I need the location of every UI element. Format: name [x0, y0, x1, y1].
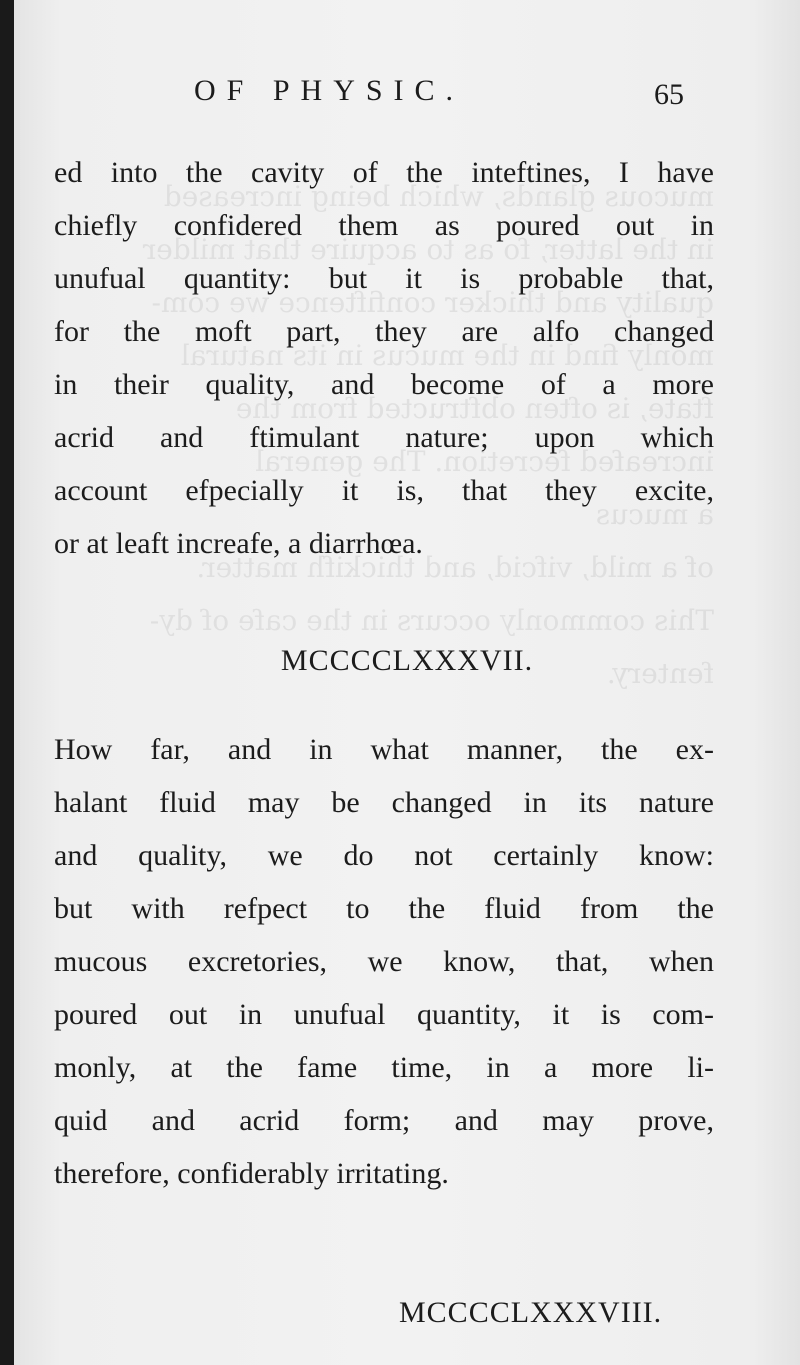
text-line: but with refpect to the fluid from the	[54, 892, 714, 925]
section-number-heading: MCCCCLXXXVII.	[280, 644, 534, 677]
text-line: quid and acrid form; and may prove,	[54, 1104, 714, 1137]
text-line: or at leaft increafe, a diarrhœa.	[54, 527, 423, 560]
text-line: for the moft part, they are alfo changed	[54, 315, 714, 348]
page-number: 65	[654, 78, 684, 111]
book-page	[14, 0, 800, 1365]
text-line: unufual quantity: but it is probable that,	[54, 262, 714, 295]
section-number-heading: MCCCCLXXXVIII.	[399, 1296, 663, 1329]
text-line: ed into the cavity of the inteftines, I have	[54, 156, 714, 189]
text-line: therefore, confiderably irritating.	[54, 1157, 449, 1190]
text-line: How far, and in what manner, the ex-	[54, 733, 714, 766]
text-line: account efpecially it is, that they excite,	[54, 474, 714, 507]
text-line: in their quality, and become of a more	[54, 368, 714, 401]
text-line: chiefly confidered them as poured out in	[54, 209, 714, 242]
text-line: monly, at the fame time, in a more li-	[54, 1051, 714, 1084]
text-line: mucous excretories, we know, that, when	[54, 945, 714, 978]
text-line: and quality, we do not certainly know:	[54, 839, 714, 872]
text-line: halant fluid may be changed in its nature	[54, 786, 714, 819]
text-line: acrid and ftimulant nature; upon which	[54, 421, 714, 454]
running-head	[14, 74, 800, 118]
text-line: poured out in unufual quantity, it is com-	[54, 998, 714, 1031]
show-through-texture: mucous glands, which being increased in the latter, fo as to acquire that milder quality and thicker confiftence we com- monly find in the mucus in its natural ftate, is often obftructed from the increafed fecretion. The general a mucus of a mild, vifcid, and thickifh matter. This commonly occurs in the cafe of dy- fentery.	[142, 180, 714, 690]
running-head-title: OF PHYSIC.	[194, 74, 465, 107]
